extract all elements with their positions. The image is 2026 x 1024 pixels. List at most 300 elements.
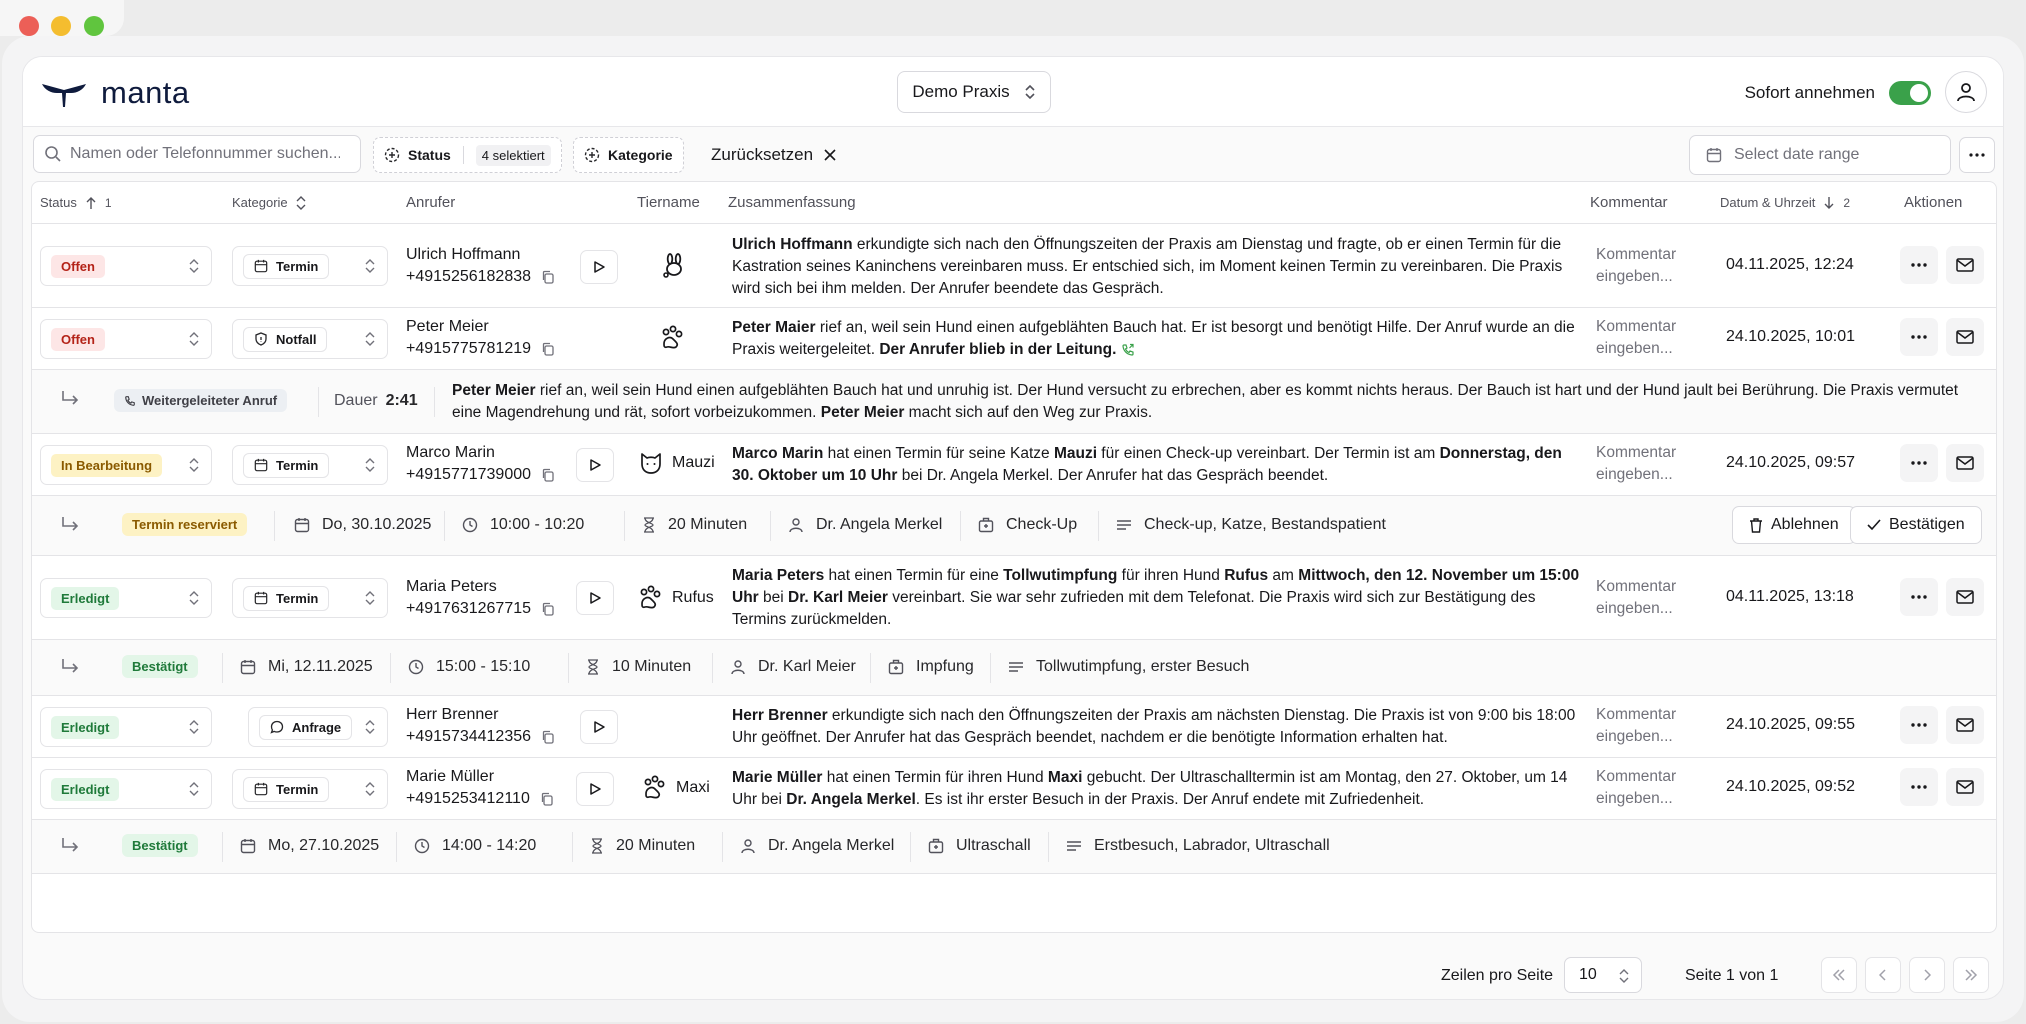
mail-icon — [1956, 330, 1974, 344]
send-message-button[interactable] — [1946, 246, 1984, 284]
summary-emphasis: Tollwutimpfung — [1003, 567, 1118, 584]
separator — [390, 653, 391, 683]
plus-circle-icon — [384, 147, 400, 163]
paw-icon — [640, 774, 668, 802]
summary-text: gebucht. Der Ultraschalltermin ist am Montag, den 27. Oktober, um 14 Uhr bei — [732, 769, 1568, 808]
calendar-icon — [254, 782, 268, 796]
auto-accept-label: Sofort annehmen — [1744, 83, 1875, 102]
column-datetime[interactable] — [1720, 195, 1850, 210]
user-icon — [740, 838, 756, 854]
status-select[interactable] — [40, 769, 212, 809]
minimize-window-button[interactable] — [51, 16, 71, 36]
appointment-duration — [586, 658, 691, 676]
caller-name: Marco Marin — [406, 444, 495, 461]
auto-accept-setting — [1745, 81, 1931, 105]
mail-icon — [1956, 718, 1974, 732]
appointment-notes — [1008, 658, 1249, 676]
summary-name: Maria Peters — [732, 567, 825, 584]
caller-phone: +4915256182838 — [406, 268, 532, 285]
status-select[interactable] — [40, 319, 212, 359]
caller-name: Peter Meier — [406, 318, 489, 335]
calendar-icon — [254, 591, 268, 605]
pet-cell — [638, 450, 715, 476]
pet-cell — [640, 774, 710, 802]
caller-phone: +4917631267715 — [406, 600, 532, 617]
maximize-window-button[interactable] — [84, 16, 104, 36]
summary-text: bei Dr. Angela Merkel. Der Anrufer hat das Gespräch beendet. — [897, 467, 1329, 484]
category-label: Notfall — [276, 331, 317, 347]
more-horizontal-icon — [1911, 785, 1927, 789]
page-indicator: Seite 1 von 1 — [1685, 967, 1779, 984]
appointment-notes-value: Check-up, Katze, Bestandspatient — [1144, 516, 1386, 533]
search-icon — [44, 145, 62, 163]
appointment-doctor — [788, 516, 942, 534]
send-message-button[interactable] — [1946, 768, 1984, 806]
call-datetime: 24.10.2025, 09:52 — [1726, 778, 1856, 795]
reject-label: Ablehnen — [1771, 516, 1839, 533]
cat-icon — [638, 450, 664, 476]
confirm-label: Bestätigen — [1889, 516, 1965, 533]
chevron-updown-icon — [365, 720, 375, 734]
text-lines-icon — [1008, 660, 1024, 674]
play-icon — [588, 782, 602, 796]
appointment-type — [978, 516, 1077, 534]
category-filter-button[interactable] — [573, 137, 684, 173]
table-row[interactable] — [32, 696, 1996, 758]
appointment-type — [888, 658, 974, 676]
category-badge — [243, 254, 329, 279]
category-badge — [259, 715, 352, 740]
manta-logo-icon — [41, 78, 87, 108]
category-badge — [243, 586, 329, 611]
column-summary: Zusammenfassung — [728, 194, 856, 211]
column-actions: Aktionen — [1904, 194, 1963, 211]
appointment-type-value: Impfung — [916, 658, 974, 675]
separator — [444, 511, 445, 541]
separator — [870, 653, 871, 683]
caller-name: Ulrich Hoffmann — [406, 246, 521, 263]
chevron-updown-icon — [365, 782, 375, 796]
calendar-icon — [1706, 147, 1722, 163]
mail-icon — [1956, 780, 1974, 794]
summary-text: vereinbart. Sie war sehr zufrieden mit dem Telefonat. Die Praxis wird sich zur Bestätigung des Termins zurückmelden. — [732, 589, 1536, 628]
status-badge: Erledigt — [51, 716, 119, 739]
category-badge — [243, 327, 327, 352]
comment-field[interactable]: Kommentar eingeben... — [1596, 578, 1677, 617]
caller-phone: +4915734412356 — [406, 728, 532, 745]
user-icon — [730, 659, 746, 675]
comment-field[interactable]: Kommentar eingeben... — [1596, 768, 1677, 807]
copy-icon[interactable] — [541, 468, 555, 482]
column-datetime-label: Datum & Uhrzeit — [1720, 195, 1816, 210]
appointment-type — [928, 837, 1031, 855]
category-label: Termin — [276, 590, 319, 606]
appointment-date-value: Mo, 27.10.2025 — [268, 837, 380, 854]
text-lines-icon — [1116, 518, 1132, 532]
appointment-date — [240, 837, 379, 855]
chevron-updown-icon — [189, 259, 199, 273]
row-more-button[interactable] — [1900, 706, 1938, 744]
pet-cell — [636, 584, 714, 612]
status-sort-rank: 1 — [104, 195, 112, 210]
play-recording-button[interactable] — [576, 581, 614, 615]
duration-label: Dauer — [334, 392, 378, 409]
pagination-bar — [23, 953, 2003, 997]
status-badge: Offen — [51, 255, 105, 278]
caller-name: Herr Brenner — [406, 706, 499, 723]
call-datetime: 24.10.2025, 09:57 — [1726, 454, 1856, 471]
row-more-button[interactable] — [1900, 578, 1938, 616]
column-pet: Tiername — [637, 194, 700, 211]
appointment-notes-value: Tollwutimpfung, erster Besuch — [1036, 658, 1250, 675]
hospital-icon — [928, 838, 944, 854]
caller-phone: +4915253412110 — [406, 790, 530, 807]
category-badge — [243, 453, 329, 478]
more-horizontal-icon — [1969, 153, 1985, 157]
date-range-placeholder: Select date range — [1734, 146, 1860, 163]
hourglass-icon — [586, 659, 600, 675]
status-badge: Erledigt — [51, 587, 119, 610]
play-recording-button[interactable] — [580, 250, 618, 284]
appointment-notes — [1116, 516, 1386, 534]
status-filter-button[interactable] — [373, 137, 562, 173]
caller-cell — [406, 316, 555, 360]
more-horizontal-icon — [1911, 595, 1927, 599]
call-summary — [732, 317, 1584, 361]
send-message-button[interactable] — [1946, 318, 1984, 356]
category-select[interactable] — [248, 707, 388, 747]
caller-phone: +4915771739000 — [406, 466, 532, 483]
calendar-icon — [254, 458, 268, 472]
rows-per-page-value: 10 — [1579, 966, 1597, 983]
rows-per-page-label: Zeilen pro Seite — [1441, 967, 1554, 984]
category-label: Anfrage — [292, 719, 342, 735]
call-summary — [732, 443, 1584, 487]
toolbar-more-button[interactable] — [1959, 137, 1995, 173]
summary-name: Herr Brenner — [732, 707, 828, 724]
chevron-updown-icon — [189, 332, 199, 346]
clock-icon — [408, 659, 424, 675]
mail-icon — [1956, 456, 1974, 470]
summary-text: erkundigte sich nach den Öffnungszeiten der Praxis am Dienstag und fragte, ob er einen Termin für die Kastration seines Kaninchens vereinbaren muss. Er entschied sich, im Moment keinen Termin zu vereinbaren. Die Praxis wird sich bei ihm melden. Der Anrufer beendete das Gespräch. — [732, 236, 1563, 297]
close-window-button[interactable] — [19, 16, 39, 36]
separator — [712, 653, 713, 683]
user-icon — [1955, 81, 1977, 103]
category-badge — [243, 777, 329, 802]
chevrons-left-icon — [1832, 969, 1846, 981]
comment-field[interactable]: Kommentar eingeben... — [1596, 706, 1677, 745]
appointment-details — [32, 640, 1996, 696]
column-status[interactable] — [40, 195, 112, 210]
app-container — [22, 56, 2004, 1000]
chevron-updown-icon — [296, 196, 306, 210]
play-recording-button[interactable] — [580, 710, 618, 744]
calendar-icon — [254, 259, 268, 273]
chevron-right-icon — [1923, 969, 1931, 981]
play-recording-button[interactable] — [576, 448, 614, 482]
row-more-button[interactable] — [1900, 444, 1938, 482]
appointment-doctor-value: Dr. Angela Merkel — [768, 837, 895, 854]
datetime-sort-rank: 2 — [1843, 195, 1851, 210]
category-label: Termin — [276, 781, 319, 797]
summary-text: rief an, weil sein Hund einen aufgeblähten Bauch hat. Er ist besorgt und benötigt Hilfe. Der Anruf wurde an die Praxis weitergeleitet. — [732, 319, 1575, 358]
pet-name: Mauzi — [672, 454, 715, 471]
appointment-date-value: Mi, 12.11.2025 — [268, 658, 373, 675]
pet-name: Rufus — [672, 589, 714, 606]
forwarded-call-label: Weitergeleiteter Anruf — [142, 393, 278, 408]
logo-text: manta — [101, 75, 190, 110]
separator — [568, 653, 569, 683]
clock-icon — [462, 517, 478, 533]
call-duration — [334, 392, 418, 410]
copy-icon[interactable] — [541, 342, 555, 356]
summary-text: rief an, weil sein Hund einen aufgeblähten Bauch hat und unruhig ist. Der Hund versucht zu erbrechen, aber es kommt nichts heraus. Der Bauch ist hart und der Hund jault bei Berührung. Die Praxis vermutet eine Magendrehung und rät, sofort vorbeizukommen. — [452, 382, 1959, 421]
table-header — [32, 182, 1996, 224]
table-row[interactable] — [32, 224, 1996, 308]
chevron-updown-icon — [189, 458, 199, 472]
hospital-icon — [978, 517, 994, 533]
copy-icon[interactable] — [541, 270, 555, 284]
pet-cell — [660, 252, 688, 280]
confirm-appointment-button[interactable] — [1850, 506, 1982, 544]
appointment-time-value: 15:00 - 15:10 — [436, 658, 531, 675]
status-select[interactable] — [40, 707, 212, 747]
separator — [1098, 511, 1099, 541]
appointment-time-value: 10:00 - 10:20 — [490, 516, 585, 533]
caller-name: Marie Müller — [406, 768, 495, 785]
status-badge: In Bearbeitung — [51, 454, 162, 477]
status-badge: Erledigt — [51, 778, 119, 801]
summary-name: Ulrich Hoffmann — [732, 236, 853, 253]
message-circle-icon — [270, 720, 284, 734]
send-message-button[interactable] — [1946, 444, 1984, 482]
date-range-picker[interactable] — [1689, 135, 1951, 175]
summary-text: macht sich auf den Weg zur Praxis. — [904, 404, 1153, 421]
more-horizontal-icon — [1911, 263, 1927, 267]
send-message-button[interactable] — [1946, 578, 1984, 616]
separator — [434, 387, 435, 417]
appointment-duration-value: 20 Minuten — [668, 516, 748, 533]
hourglass-icon — [590, 838, 604, 854]
copy-icon[interactable] — [541, 730, 555, 744]
check-icon — [1867, 519, 1881, 531]
forwarded-call-badge — [114, 389, 287, 412]
separator — [222, 832, 223, 862]
copy-icon[interactable] — [540, 792, 554, 806]
forwarded-summary — [452, 380, 1982, 424]
summary-emphasis: Donnerstag, den 30. Oktober um 10 Uhr — [732, 445, 1562, 484]
separator — [722, 832, 723, 862]
appointment-type-value: Check-Up — [1006, 516, 1078, 533]
chevron-updown-icon — [365, 458, 375, 472]
search-input[interactable] — [70, 145, 340, 163]
paw-icon — [636, 584, 664, 612]
last-page-button[interactable] — [1953, 957, 1989, 993]
summary-name: Peter Meier — [452, 382, 536, 399]
corner-down-right-icon — [60, 658, 80, 676]
table-row[interactable] — [32, 308, 1996, 370]
filter-toolbar — [23, 127, 2003, 181]
close-icon — [823, 148, 837, 162]
appointment-notes — [1066, 837, 1330, 855]
summary-emphasis: Der Anrufer blieb in der Leitung. — [879, 341, 1117, 358]
call-summary — [732, 234, 1584, 300]
summary-emphasis: Rufus — [1224, 567, 1269, 584]
calendar-icon — [294, 517, 310, 533]
more-horizontal-icon — [1911, 335, 1927, 339]
chevron-updown-icon — [189, 782, 199, 796]
practice-name: Demo Praxis — [912, 82, 1010, 101]
status-filter-count: 4 selektiert — [476, 145, 551, 166]
status-filter-label: Status — [408, 147, 451, 163]
mail-icon — [1956, 590, 1974, 604]
corner-down-right-icon — [60, 390, 80, 408]
summary-text: hat einen Termin für ihren Hund — [822, 769, 1048, 786]
summary-text: für einen Check-up vereinbart. Der Termin ist am — [1097, 445, 1440, 462]
send-message-button[interactable] — [1946, 706, 1984, 744]
category-label: Termin — [276, 457, 319, 473]
appointment-duration-value: 10 Minuten — [612, 658, 692, 675]
status-select[interactable] — [40, 246, 212, 286]
comment-field[interactable]: Kommentar eingeben... — [1596, 246, 1677, 285]
plus-circle-icon — [584, 147, 600, 163]
separator — [960, 511, 961, 541]
comment-field[interactable]: Kommentar eingeben... — [1596, 444, 1677, 483]
appointment-time — [462, 516, 584, 534]
logo[interactable] — [41, 75, 190, 111]
phone-icon — [124, 395, 136, 407]
appointment-details — [32, 496, 1996, 556]
call-datetime: 24.10.2025, 10:01 — [1726, 328, 1856, 345]
appointment-details — [32, 820, 1996, 874]
chevron-updown-icon — [1619, 969, 1629, 983]
window-titlebar — [0, 0, 124, 36]
appointment-notes-value: Erstbesuch, Labrador, Ultraschall — [1094, 837, 1330, 854]
call-datetime: 04.11.2025, 12:24 — [1726, 256, 1854, 273]
pet-name: Maxi — [676, 779, 710, 796]
calls-table — [31, 181, 1997, 933]
status-select[interactable] — [40, 445, 212, 485]
column-status-label: Status — [40, 195, 77, 210]
hourglass-icon — [642, 517, 656, 533]
reject-appointment-button[interactable] — [1732, 506, 1856, 544]
chevrons-right-icon — [1964, 969, 1978, 981]
separator — [910, 832, 911, 862]
appointment-time-value: 14:00 - 14:20 — [442, 837, 537, 854]
first-page-button[interactable] — [1821, 957, 1857, 993]
column-caller: Anrufer — [406, 194, 456, 211]
play-icon — [592, 260, 606, 274]
appointment-duration-value: 20 Minuten — [616, 837, 696, 854]
call-summary — [732, 767, 1584, 811]
category-select[interactable] — [232, 246, 388, 286]
row-more-button[interactable] — [1900, 318, 1938, 356]
rabbit-icon — [660, 252, 688, 280]
arrow-up-icon — [85, 196, 97, 210]
summary-text: hat einen Termin für seine Katze — [823, 445, 1054, 462]
chevron-updown-icon — [365, 259, 375, 273]
appointment-doctor — [730, 658, 856, 676]
auto-accept-toggle[interactable] — [1889, 81, 1931, 105]
summary-name: Marie Müller — [732, 769, 823, 786]
caller-cell — [406, 244, 555, 288]
chevron-updown-icon — [189, 720, 199, 734]
copy-icon[interactable] — [541, 602, 555, 616]
category-select[interactable] — [232, 769, 388, 809]
column-category[interactable] — [232, 195, 306, 210]
caller-cell — [406, 576, 555, 620]
summary-emphasis: Mittwoch, den 12. November um 15:00 Uhr — [732, 567, 1580, 606]
play-recording-button[interactable] — [576, 772, 614, 806]
corner-down-right-icon — [60, 837, 80, 855]
app-header — [23, 57, 2003, 127]
appointment-date — [240, 658, 373, 676]
status-badge: Offen — [51, 328, 105, 351]
table-row[interactable] — [32, 556, 1996, 640]
user-icon — [788, 517, 804, 533]
chevron-updown-icon — [189, 591, 199, 605]
chevron-updown-icon — [365, 332, 375, 346]
reset-label: Zurücksetzen — [711, 145, 814, 164]
category-label: Termin — [276, 258, 319, 274]
appointment-time — [408, 658, 530, 676]
appointment-doctor — [740, 837, 894, 855]
practice-select[interactable] — [897, 71, 1051, 113]
chevron-updown-icon — [365, 591, 375, 605]
summary-text: für ihren Hund — [1117, 567, 1225, 584]
comment-field[interactable]: Kommentar eingeben... — [1596, 318, 1677, 357]
summary-emphasis: Dr. Angela Merkel — [786, 791, 916, 808]
caller-name: Maria Peters — [406, 578, 497, 595]
summary-emphasis: Dr. Karl Meier — [788, 589, 888, 606]
row-more-button[interactable] — [1900, 768, 1938, 806]
next-page-button[interactable] — [1909, 957, 1945, 993]
category-select[interactable] — [232, 445, 388, 485]
search-box — [33, 135, 361, 173]
corner-down-right-icon — [60, 516, 80, 534]
call-summary — [732, 565, 1584, 631]
separator — [318, 387, 319, 417]
column-category-label: Kategorie — [232, 195, 288, 210]
category-select[interactable] — [232, 578, 388, 618]
previous-page-button[interactable] — [1865, 957, 1901, 993]
summary-text: hat einen Termin für eine — [824, 567, 1004, 584]
clock-icon — [414, 838, 430, 854]
category-select[interactable] — [232, 319, 388, 359]
column-comment: Kommentar — [1590, 194, 1668, 211]
user-menu-button[interactable] — [1945, 71, 1987, 113]
separator — [624, 511, 625, 541]
table-row[interactable] — [32, 434, 1996, 496]
reset-filters-button[interactable] — [711, 145, 837, 165]
filter-separator — [463, 146, 464, 164]
appointment-status-badge: Termin reserviert — [122, 513, 247, 536]
duration-value: 2:41 — [385, 392, 418, 409]
shield-icon — [254, 332, 268, 346]
appointment-doctor-value: Dr. Karl Meier — [758, 658, 856, 675]
summary-emphasis: Mauzi — [1053, 445, 1097, 462]
rows-per-page-select[interactable] — [1564, 957, 1642, 993]
browser-window — [2, 36, 2024, 1022]
more-horizontal-icon — [1911, 723, 1927, 727]
table-row[interactable] — [32, 758, 1996, 820]
row-more-button[interactable] — [1900, 246, 1938, 284]
call-datetime: 04.11.2025, 13:18 — [1726, 588, 1854, 605]
summary-text: . Es ist ihr erster Besuch in der Praxis. Der Anruf endete mit Zufriedenheit. — [915, 791, 1425, 808]
caller-cell — [406, 766, 554, 810]
status-select[interactable] — [40, 578, 212, 618]
summary-name: Peter Maier — [732, 319, 816, 336]
